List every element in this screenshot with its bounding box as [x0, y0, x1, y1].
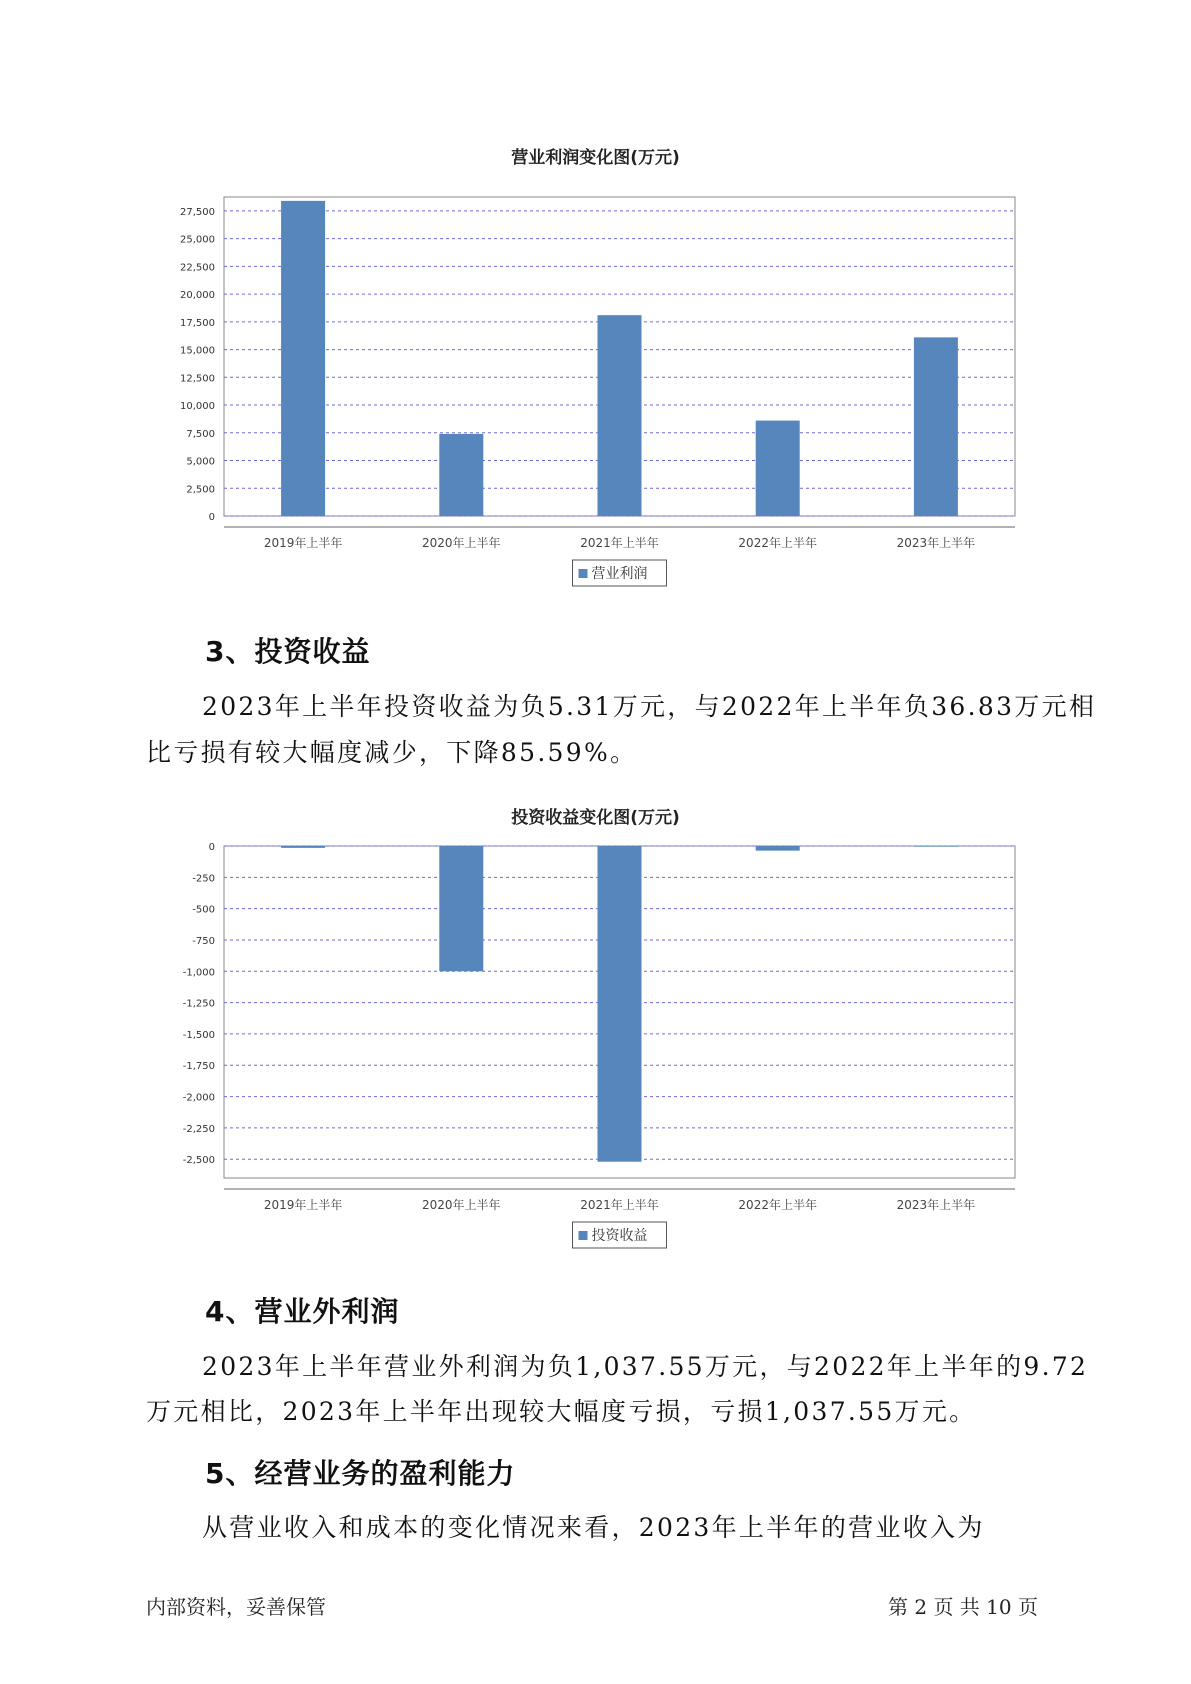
bar-2022年上半年 [756, 846, 800, 851]
y-tick-label: 17,500 [180, 317, 215, 329]
y-tick-label: -1,500 [182, 1029, 215, 1041]
y-tick-label: -1,250 [182, 998, 215, 1010]
x-tick-label: 2020年上半年 [422, 536, 501, 550]
y-tick-label: 12,500 [180, 373, 215, 385]
y-tick-label: -750 [192, 935, 215, 947]
y-tick-label: 27,500 [180, 206, 215, 218]
y-tick-label: 2,500 [186, 484, 215, 496]
section-5-heading: 5、经营业务的盈利能力 [205, 1457, 516, 1490]
chart-2-title: 投资收益变化图(万元) [511, 808, 680, 828]
legend-swatch [579, 1231, 588, 1240]
section-4-heading: 4、营业外利润 [205, 1295, 400, 1328]
y-tick-label: 25,000 [180, 234, 215, 246]
y-tick-label: 15,000 [180, 345, 215, 357]
y-tick-label: 0 [208, 512, 215, 523]
bar-2023年上半年 [914, 846, 958, 847]
legend-label: 营业利润 [591, 566, 648, 582]
y-tick-label: -2,500 [182, 1155, 215, 1167]
footer-confidential-note: 内部资料，妥善保管 [146, 1595, 326, 1619]
x-tick-label: 2019年上半年 [263, 1198, 343, 1212]
footer-page-number: 第 2 页 共 10 页 [888, 1595, 1038, 1619]
legend-label: 投资收益 [591, 1228, 648, 1244]
y-tick-label: -250 [192, 873, 215, 885]
y-tick-label: -2,000 [182, 1092, 215, 1104]
bar-2019年上半年 [281, 846, 325, 848]
x-tick-label: 2020年上半年 [422, 1198, 501, 1212]
y-tick-label: 22,500 [180, 262, 215, 274]
section-4-line-1: 2023年上半年营业外利润为负1,037.55万元，与2022年上半年的9.72 [202, 1352, 1089, 1381]
y-tick-label: -1,000 [182, 967, 215, 979]
chart-1-title: 营业利润变化图(万元) [511, 148, 680, 168]
section-3-line-1: 2023年上半年投资收益为负5.31万元，与2022年上半年负36.83万元相 [202, 692, 1097, 721]
y-tick-label: -1,750 [182, 1061, 215, 1073]
bar-2020年上半年 [439, 846, 483, 971]
x-tick-label: 2022年上半年 [738, 536, 817, 550]
x-tick-label: 2023年上半年 [896, 1198, 976, 1212]
y-tick-label: 5,000 [186, 456, 215, 468]
x-tick-label: 2023年上半年 [896, 536, 976, 550]
y-tick-label: -2,250 [182, 1123, 215, 1135]
x-tick-label: 2022年上半年 [738, 1198, 817, 1212]
x-tick-label: 2021年上半年 [580, 1198, 659, 1212]
section-3-line-2: 比亏损有较大幅度减少，下降85.59%。 [146, 738, 638, 767]
y-tick-label: -500 [192, 904, 215, 916]
section-5-line-1: 从营业收入和成本的变化情况来看，2023年上半年的营业收入为 [202, 1513, 985, 1542]
section-3-heading: 3、投资收益 [205, 635, 371, 668]
x-tick-label: 2021年上半年 [580, 536, 659, 550]
y-tick-label: 7,500 [186, 428, 215, 440]
x-tick-label: 2019年上半年 [263, 536, 343, 550]
bar-2021年上半年 [598, 846, 642, 1162]
y-tick-label: 10,000 [180, 401, 215, 413]
y-tick-label: 20,000 [180, 290, 215, 302]
section-4-line-2: 万元相比，2023年上半年出现较大幅度亏损，亏损1,037.55万元。 [146, 1397, 977, 1426]
y-tick-label: 0 [208, 842, 215, 853]
